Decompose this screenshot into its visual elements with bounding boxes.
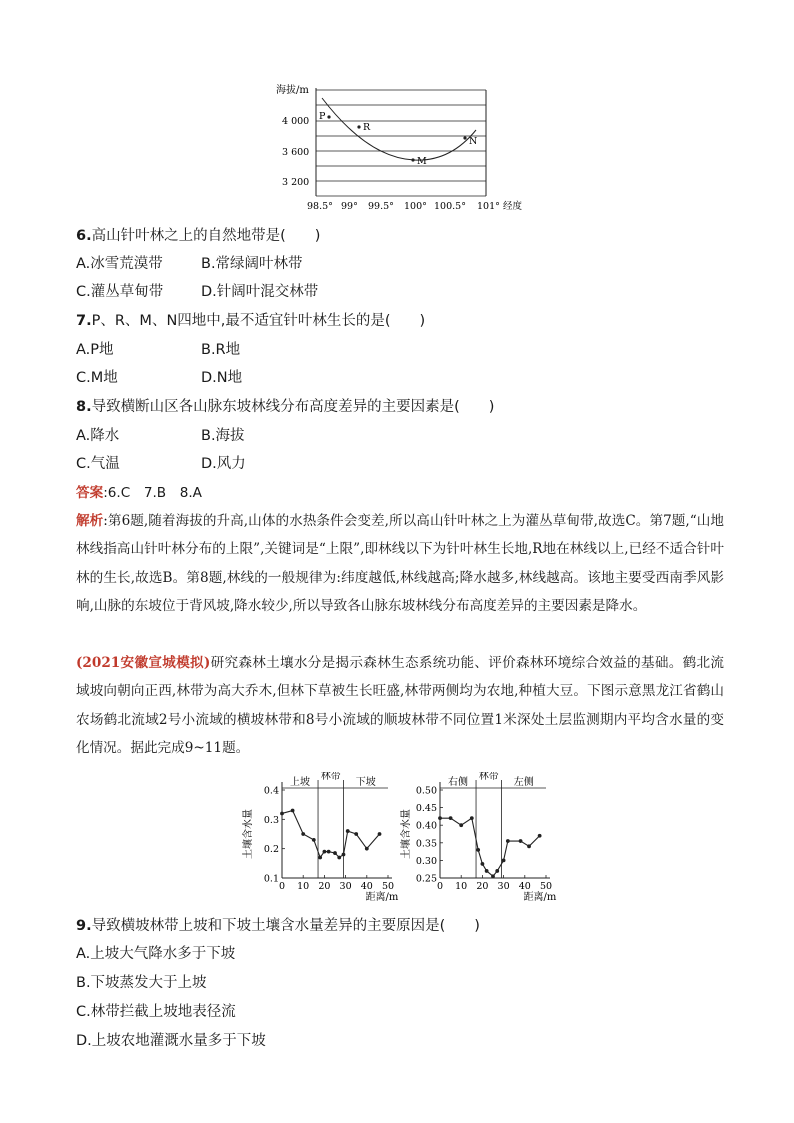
chart2-data-point-1 xyxy=(449,816,453,820)
chart1-ytick-label-0: 0.4 xyxy=(263,785,279,797)
chart2-ylabel: 土壤含水量 xyxy=(401,809,412,859)
chart2-series-line xyxy=(440,818,540,876)
fig1-ytick-3200: 3 200 xyxy=(282,177,310,188)
fig1-xtick-99.5: 99.5° xyxy=(368,201,394,212)
chart2-xtick-label-1: 10 xyxy=(455,881,468,892)
chart2-ytick-label-0: 0.50 xyxy=(415,785,437,797)
fig1-grid xyxy=(316,90,486,196)
q8-option-b[interactable]: B.海拔 xyxy=(201,428,245,444)
q6-option-a[interactable]: A.冰雪荒漠带 xyxy=(76,256,163,272)
chart1-data-point-13 xyxy=(378,832,382,836)
chart1-xtick-label-4: 40 xyxy=(360,881,373,892)
chart1-zone-label-middle: 林带 xyxy=(320,772,341,782)
chart2-data-point-5 xyxy=(481,862,485,866)
point-m-marker xyxy=(411,158,414,161)
question-9-stem: 导致横坡林带上坡和下坡土壤含水量差异的主要原因是( ) xyxy=(91,918,480,934)
point-n-label: N xyxy=(469,136,478,147)
chart1-data-point-3 xyxy=(312,838,316,842)
chart1-xlabel: 距离/m xyxy=(365,892,399,903)
q7-option-a[interactable]: A.P地 xyxy=(76,342,114,358)
q7-option-c[interactable]: C.M地 xyxy=(76,370,118,386)
chart2-data-point-2 xyxy=(459,823,463,827)
question-9-number: 9. xyxy=(76,918,92,934)
chart2-zone-label-middle: 林带 xyxy=(478,772,499,782)
fig1-xlabel: 经度 xyxy=(503,201,523,212)
chart1-zone-label-left: 上坡 xyxy=(290,777,311,788)
point-r-label: R xyxy=(363,122,371,133)
q9-option-b[interactable]: B.下坡蒸发大于上坡 xyxy=(76,975,207,991)
chart1-ytick-label-1: 0.3 xyxy=(263,814,279,826)
chart2-data-point-9 xyxy=(502,859,506,863)
passage-source: (2021安徽宣城模拟) xyxy=(76,655,211,671)
chart1-data-point-1 xyxy=(291,809,295,813)
q9-option-a[interactable]: A.上坡大气降水多于下坡 xyxy=(76,946,236,962)
chart2-data-point-0 xyxy=(438,816,442,820)
question-7-stem: P、R、M、N四地中,最不适宜针叶林生长的是( ) xyxy=(91,313,426,329)
chart1-data-point-9 xyxy=(342,853,346,857)
chart2-data-point-3 xyxy=(470,816,474,820)
chart2-ytick-label-3: 0.35 xyxy=(415,838,437,850)
chart2-data-point-12 xyxy=(527,844,531,848)
chart-down-slope xyxy=(398,772,558,907)
point-p-label: P xyxy=(319,111,326,122)
point-m-label: M xyxy=(417,156,427,167)
chart2-data-point-4 xyxy=(476,848,480,852)
chart2-ytick-label-1: 0.45 xyxy=(415,803,437,815)
chart2-ytick-label-5: 0.25 xyxy=(415,873,437,885)
chart1-ytick-label-3: 0.1 xyxy=(263,873,279,885)
q6-option-c[interactable]: C.灌丛草甸带 xyxy=(76,284,164,300)
chart2-data-point-8 xyxy=(495,869,499,873)
chart1-data-point-6 xyxy=(327,850,331,854)
chart2-data-point-13 xyxy=(538,834,542,838)
chart1-data-point-4 xyxy=(318,856,322,860)
chart1-data-point-7 xyxy=(333,851,337,855)
chart-cross-slope xyxy=(240,772,400,907)
chart2-data-point-11 xyxy=(519,839,523,843)
chart1-xtick-label-0: 0 xyxy=(278,881,286,892)
chart1-xtick-label-1: 10 xyxy=(297,881,310,892)
analysis-text: :第6题,随着海拔的升高,山体的水热条件会变差,所以高山针叶林之上为灌丛草甸带,故选C。第7题,“山地林线指高山针叶林分布的上限”,关键词是“上限”,即林线以下为针叶林生长地,R地在林线以上,已经不适合针叶林的生长,故选B。第8题,林线的一般规律为:纬度越低,林线越高;降水越多,林线越高。该地主要受西南季风影响,山脉的东坡位于背风坡,降水较少,所以导致各山脉东坡林线分布高度差异的主要因素是降水。 xyxy=(76,513,724,615)
analysis-paragraph xyxy=(76,507,724,621)
point-r-marker xyxy=(357,125,360,128)
passage-text: 研究森林土壤水分是揭示森林生态系统功能、评价森林环境综合效益的基础。鹤北流域坡向朝向正西,林带为高大乔木,但林下草被生长旺盛,林带两侧均为农地,种植大豆。下图示意黑龙江省鹤山农场鹤北流域2号小流域的横坡林带和8号小流域的顺坡林带不同位置1米深处土层监测期内平均含水量的变化情况。据此完成9~11题。 xyxy=(76,655,724,757)
fig1-xtick-100.5: 100.5° xyxy=(434,201,466,212)
question-7 xyxy=(76,311,425,331)
chart1-data-point-8 xyxy=(337,856,341,860)
question-8 xyxy=(76,397,494,417)
fig1-xtick-98.5: 98.5° xyxy=(307,201,333,212)
chart2-zone-label-left: 右侧 xyxy=(448,777,469,788)
chart2-xlabel: 距离/m xyxy=(523,892,557,903)
question-6-stem: 高山针叶林之上的自然地带是( ) xyxy=(91,228,321,244)
q7-option-d[interactable]: D.N地 xyxy=(201,370,243,386)
chart1-data-point-2 xyxy=(301,832,305,836)
fig1-xtick-101: 101° xyxy=(477,201,500,212)
chart2-data-point-10 xyxy=(506,839,510,843)
answer-text: :6.C 7.B 8.A xyxy=(103,485,202,501)
chart1-data-point-12 xyxy=(365,847,369,851)
chart1-ytick-label-2: 0.2 xyxy=(263,844,279,856)
elevation-figure xyxy=(272,80,542,215)
chart2-xtick-label-3: 30 xyxy=(497,881,510,892)
chart2-ytick-label-2: 0.40 xyxy=(415,820,437,832)
fig1-xtick-99: 99° xyxy=(341,201,358,212)
chart2-xtick-label-0: 0 xyxy=(436,881,444,892)
q6-option-d[interactable]: D.针阔叶混交林带 xyxy=(201,284,319,300)
question-8-stem: 导致横断山区各山脉东坡林线分布高度差异的主要因素是( ) xyxy=(91,399,495,415)
chart2-data-point-7 xyxy=(491,874,495,878)
chart2-xtick-label-2: 20 xyxy=(476,881,489,892)
chart1-zone-label-right: 下坡 xyxy=(355,777,376,788)
question-6-number: 6. xyxy=(76,228,92,244)
question-8-number: 8. xyxy=(76,399,92,415)
chart1-series-line xyxy=(282,811,380,858)
fig1-ytick-4000: 4 000 xyxy=(282,116,310,127)
chart1-data-point-10 xyxy=(346,829,350,833)
answer-line xyxy=(76,483,202,503)
passage-paragraph xyxy=(76,649,724,763)
analysis-label: 解析 xyxy=(76,513,104,529)
chart1-data-point-11 xyxy=(354,832,358,836)
chart1-xtick-label-2: 20 xyxy=(318,881,331,892)
q7-option-b[interactable]: B.R地 xyxy=(201,342,241,358)
chart2-xtick-label-5: 50 xyxy=(539,881,553,892)
q9-option-c[interactable]: C.林带拦截上坡地表径流 xyxy=(76,1004,236,1020)
q8-option-c[interactable]: C.气温 xyxy=(76,456,120,472)
chart1-ylabel: 土壤含水量 xyxy=(243,809,254,859)
question-9 xyxy=(76,916,480,936)
chart2-data-point-6 xyxy=(485,869,489,873)
q9-option-d[interactable]: D.上坡农地灌溉水量多于下坡 xyxy=(76,1033,266,1049)
chart2-xtick-label-4: 40 xyxy=(518,881,531,892)
chart1-xtick-label-5: 50 xyxy=(381,881,395,892)
q8-option-d[interactable]: D.风力 xyxy=(201,456,246,472)
question-6 xyxy=(76,226,320,246)
chart1-data-point-5 xyxy=(323,850,327,854)
fig1-ytick-3600: 3 600 xyxy=(282,147,310,158)
chart1-xtick-label-3: 30 xyxy=(339,881,352,892)
chart1-data-point-0 xyxy=(280,812,284,816)
chart2-ytick-label-4: 0.30 xyxy=(415,855,437,867)
question-7-number: 7. xyxy=(76,313,92,329)
point-p-marker xyxy=(327,115,330,118)
fig1-ylabel: 海拔/m xyxy=(276,85,309,96)
q8-option-a[interactable]: A.降水 xyxy=(76,428,120,444)
answer-label: 答案 xyxy=(76,485,104,501)
q6-option-b[interactable]: B.常绿阔叶林带 xyxy=(201,256,303,272)
chart2-zone-label-right: 左侧 xyxy=(513,777,534,788)
point-n-marker xyxy=(463,136,466,139)
fig1-xtick-100: 100° xyxy=(404,201,427,212)
